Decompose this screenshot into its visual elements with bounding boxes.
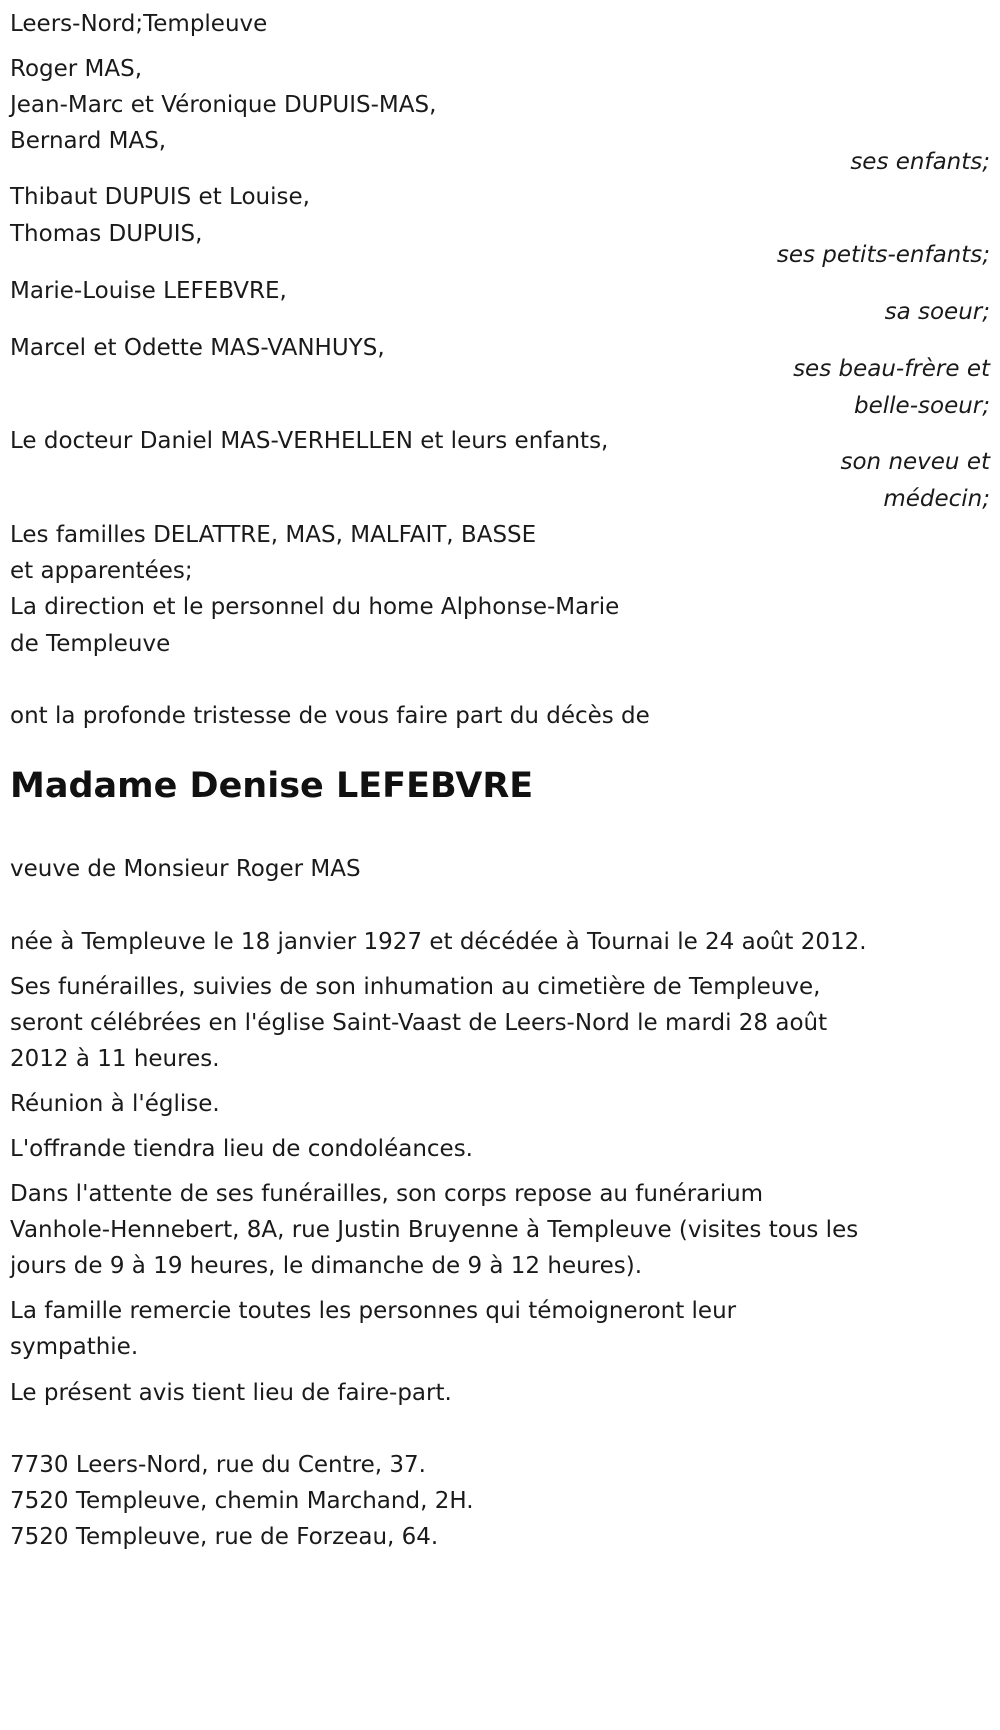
address-line: 7520 Templeuve, chemin Marchand, 2H. bbox=[10, 1488, 474, 1514]
meeting-text: Réunion à l'église. bbox=[10, 1091, 220, 1117]
mourner-families: Les familles DELATTRE, MAS, MALFAIT, BASSE bbox=[10, 522, 537, 548]
viewing-text: jours de 9 à 19 heures, le dimanche de 9 à 12 heures). bbox=[10, 1253, 643, 1279]
widow-of-text: veuve de Monsieur Roger MAS bbox=[10, 856, 361, 882]
birth-death-text: née à Templeuve le 18 janvier 1927 et décédée à Tournai le 24 août 2012. bbox=[10, 929, 867, 955]
mourner-name: Roger MAS, bbox=[10, 56, 143, 82]
announcement-text: ont la profonde tristesse de vous faire part du décès de bbox=[10, 703, 650, 729]
mourner-name: Le docteur Daniel MAS-VERHELLEN et leurs enfants, bbox=[10, 428, 609, 454]
funeral-text: 2012 à 11 heures. bbox=[10, 1046, 220, 1072]
viewing-text: Vanhole-Hennebert, 8A, rue Justin Bruyenne à Templeuve (visites tous les bbox=[10, 1217, 859, 1243]
thanks-text: La famille remercie toutes les personnes qui témoigneront leur bbox=[10, 1298, 737, 1324]
relation-label: belle-soeur; bbox=[854, 393, 990, 419]
mourner-name: Thomas DUPUIS, bbox=[10, 221, 203, 247]
mourner-name: Thibaut DUPUIS et Louise, bbox=[10, 184, 310, 210]
relation-label: ses enfants; bbox=[850, 149, 990, 175]
offering-text: L'offrande tiendra lieu de condoléances. bbox=[10, 1136, 473, 1162]
thanks-text: sympathie. bbox=[10, 1334, 139, 1360]
address-line: 7730 Leers-Nord, rue du Centre, 37. bbox=[10, 1452, 426, 1478]
relation-label: médecin; bbox=[883, 486, 990, 512]
relation-label: ses petits-enfants; bbox=[776, 242, 990, 268]
funeral-text: Ses funérailles, suivies de son inhumation au cimetière de Templeuve, bbox=[10, 974, 821, 1000]
funeral-text: seront célébrées en l'église Saint-Vaast de Leers-Nord le mardi 28 août bbox=[10, 1010, 828, 1036]
mourner-families: et apparentées; bbox=[10, 558, 193, 584]
viewing-text: Dans l'attente de ses funérailles, son corps repose au funérarium bbox=[10, 1181, 764, 1207]
address-line: 7520 Templeuve, rue de Forzeau, 64. bbox=[10, 1524, 439, 1550]
header-location: Leers-Nord;Templeuve bbox=[10, 11, 268, 37]
notice-text: Le présent avis tient lieu de faire-part. bbox=[10, 1380, 452, 1406]
relation-label: sa soeur; bbox=[884, 299, 990, 325]
relation-label: ses beau-frère et bbox=[793, 356, 990, 382]
relation-label: son neveu et bbox=[840, 449, 990, 475]
deceased-name: Madame Denise LEFEBVRE bbox=[10, 766, 534, 806]
mourner-home: de Templeuve bbox=[10, 631, 171, 657]
mourner-name: Jean-Marc et Véronique DUPUIS-MAS, bbox=[10, 92, 437, 118]
mourner-name: Bernard MAS, bbox=[10, 128, 167, 154]
mourner-name: Marie-Louise LEFEBVRE, bbox=[10, 278, 287, 304]
mourner-name: Marcel et Odette MAS-VANHUYS, bbox=[10, 335, 385, 361]
mourner-home: La direction et le personnel du home Alphonse-Marie bbox=[10, 594, 620, 620]
